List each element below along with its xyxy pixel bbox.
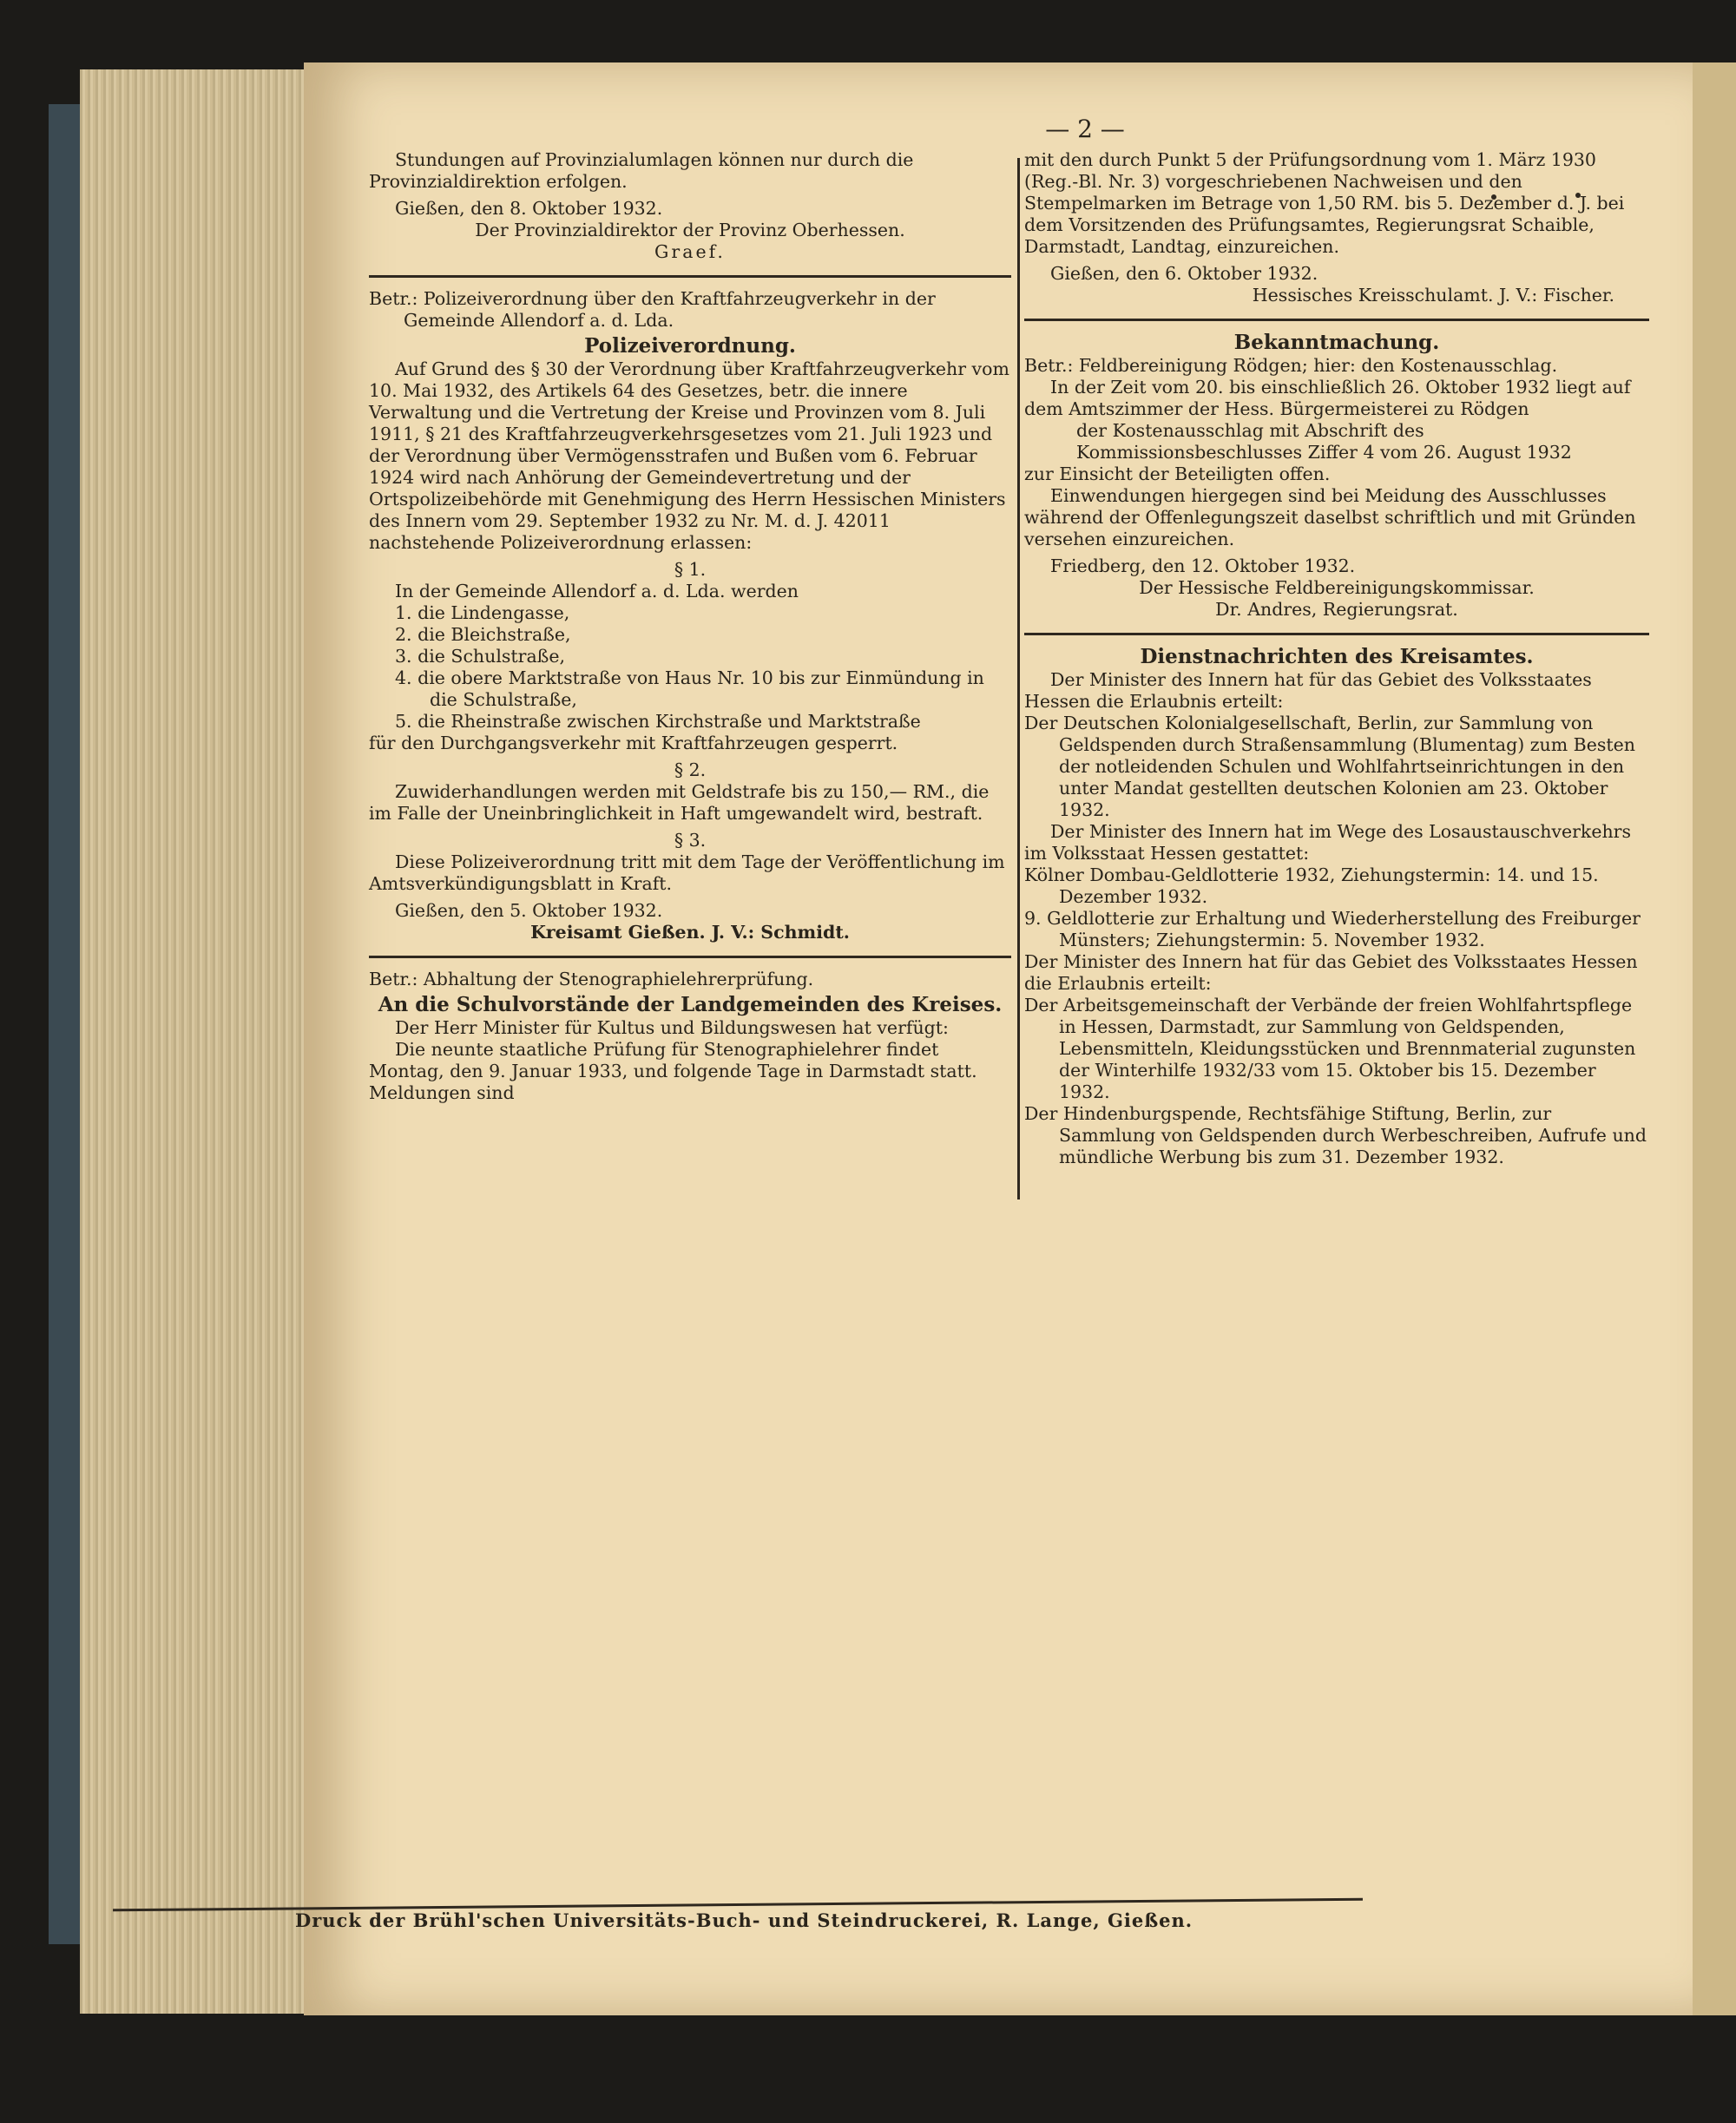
steno-date: Gießen, den 6. Oktober 1932. (1050, 263, 1318, 284)
dienst-item: 9. Geldlotterie zur Erhaltung und Wiederherstellung des Freiburger Münsters; Ziehungstermin: 5. November 1932. (1024, 908, 1641, 950)
steno-subject: Betr.: Abhaltung der Stenographielehrerprüfung. (369, 969, 814, 989)
ordinance-date: Gießen, den 5. Oktober 1932. (395, 900, 663, 921)
section-rule (369, 956, 1011, 958)
feld-line-4: Einwendungen hiergegen sind bei Meidung des Ausschlusses während der Offenlegungszeit daselbst schriftlich und mit Gründen versehen einzureichen. (1024, 485, 1636, 549)
left-column (369, 149, 1011, 1104)
dienst-intro-1: Der Minister des Innern hat für das Gebiet des Volksstaates Hessen die Erlaubnis erteilt: (1024, 669, 1592, 712)
steno-line-2: Die neunte staatliche Prüfung für Stenographielehrer findet Montag, den 9. Januar 1933, und folgende Tage in Darmstadt statt. Meldungen sind (369, 1039, 977, 1103)
ordinance-signer: Kreisamt Gießen. J. V.: Schmidt. (530, 922, 850, 943)
feld-line-2: der Kostenausschlag mit Abschrift des Kommissionsbeschlusses Ziffer 4 vom 26. August 1932 (1076, 420, 1572, 463)
page-stack-edge (80, 69, 306, 2014)
paragraph-3-text: Diese Polizeiverordnung tritt mit dem Tage der Veröffentlichung im Amtsverkündigungsblatt in Kraft. (369, 851, 1005, 894)
steno-title: An die Schulvorstände der Landgemeinden des Kreises. (378, 993, 1003, 1016)
street-item: 5. die Rheinstraße zwischen Kirchstraße und Marktstraße (395, 711, 921, 732)
steno-signer: Hessisches Kreisschulamt. J. V.: Fischer. (1252, 285, 1614, 306)
paragraph-3-heading: § 3. (674, 830, 707, 851)
paragraph-1-intro: In der Gemeinde Allendorf a. d. Lda. werden (395, 581, 799, 601)
steno-continuation (1024, 149, 1649, 306)
next-page-edge (1693, 62, 1736, 2015)
page-number: — 2 — (1045, 115, 1125, 143)
dienst-item: Kölner Dombau-Geldlotterie 1932, Ziehungstermin: 14. und 15. Dezember 1932. (1024, 864, 1599, 907)
dienst-item: Der Arbeitsgemeinschaft der Verbände der freien Wohlfahrtspflege in Hessen, Darmstadt, zur Sammlung von Geldspenden, Lebensmitteln, Kleidungsstücken und Brennmaterial zugunsten der Winterhilfe 1932/33 vom 15. Oktober bis 15. Dezember 1932. (1024, 995, 1636, 1102)
feld-line-1: In der Zeit vom 20. bis einschließlich 26. Oktober 1932 liegt auf dem Amtszimmer der Hess. Bürgermeisterei zu Rödgen (1024, 377, 1631, 419)
street-item: 4. die obere Marktstraße von Haus Nr. 10 bis zur Einmündung in die Schulstraße, (395, 667, 984, 710)
ordinance-subject: Betr.: Polizeiverordnung über den Kraftfahrzeugverkehr in der Gemeinde Allendorf a. d. Lda. (369, 288, 936, 331)
notice-text: Stundungen auf Provinzialumlagen können nur durch die Provinzialdirektion erfolgen. (369, 149, 914, 192)
paragraph-2-text: Zuwiderhandlungen werden mit Geldstrafe bis zu 150,— RM., die im Falle der Uneinbringlichkeit in Haft umgewandelt wird, bestraft. (369, 781, 990, 824)
ordinance-intro: Auf Grund des § 30 der Verordnung über Kraftfahrzeugverkehr vom 10. Mai 1932, des Artikels 64 des Gesetzes, betr. die innere Verwaltung und die Vertretung der Kreise und Provinzen vom 8. Juli 1911, § 21 des Kraftfahrzeugverkehrsgesetzes vom 21. Juli 1923 und der Verordnung über Vermögensstrafen und Bußen vom 6. Februar 1924 wird nach Anhörung der Gemeindevertretung und der Ortspolizeibehörde mit Genehmigung des Herrn Hessischen Ministers des Innern vom 29. September 1932 zu Nr. M. d. J. 42011 nachstehende Polizeiverordnung erlassen: (369, 358, 1009, 553)
provinz-notice (369, 149, 1011, 263)
steno-line-1: Der Herr Minister für Kultus und Bildungswesen hat verfügt: (395, 1017, 949, 1038)
street-item: 1. die Lindengasse, (395, 602, 570, 623)
notice-signer-name: Graef. (654, 241, 726, 262)
right-column (1024, 149, 1649, 1168)
street-item: 2. die Bleichstraße, (395, 624, 571, 645)
section-rule (369, 275, 1011, 278)
bekanntmachung-title: Bekanntmachung. (1233, 331, 1440, 354)
steno-cont-text: mit den durch Punkt 5 der Prüfungsordnung vom 1. März 1930 (Reg.-Bl. Nr. 3) vorgeschriebenen Nachweisen und den Stempelmarken im Betrage von 1,50 RM. bis 5. Dezember d. J. bei dem Vorsitzenden des Prüfungsamtes, Regierungsrat Schaible, Darmstadt, Landtag, einzureichen. (1024, 149, 1625, 257)
dienst-item: Der Deutschen Kolonialgesellschaft, Berlin, zur Sammlung von Geldspenden durch Straßensammlung (Blumentag) zum Besten der notleidenden Schulen und Wohlfahrtseinrichtungen in den unter Mandat gestellten deutschen Kolonien am 23. Oktober 1932. (1024, 713, 1635, 820)
paragraph-1-heading: § 1. (674, 559, 707, 580)
notice-date: Gießen, den 8. Oktober 1932. (395, 198, 663, 219)
notice-signer-role: Der Provinzialdirektor der Provinz Oberhessen. (475, 220, 905, 240)
section-rule (1024, 319, 1649, 321)
dienst-item: Der Hindenburgspende, Rechtsfähige Stiftung, Berlin, zur Sammlung von Geldspenden durch Werbeschreiben, Aufrufe und mündliche Werbung bis zum 31. Dezember 1932. (1024, 1103, 1647, 1167)
street-item: 3. die Schulstraße, (395, 646, 566, 667)
feld-date: Friedberg, den 12. Oktober 1932. (1050, 555, 1356, 576)
printer-imprint: Druck der Brühl'schen Universitäts-Buch- und Steindruckerei, R. Lange, Gießen. (295, 1909, 1194, 1931)
feld-signer-name: Dr. Andres, Regierungsrat. (1215, 599, 1458, 620)
dienst-intro-2: Der Minister des Innern hat im Wege des Losaustauschverkehrs im Volksstaat Hessen gestattet: (1024, 821, 1632, 864)
police-ordinance (369, 288, 1011, 943)
paragraph-1-end: für den Durchgangsverkehr mit Kraftfahrzeugen gesperrt. (369, 733, 898, 753)
dienst-intro-3: Der Minister des Innern hat für das Gebiet des Volksstaates Hessen die Erlaubnis erteilt: (1024, 951, 1638, 994)
document-page (304, 62, 1693, 2015)
feld-subject: Betr.: Feldbereinigung Rödgen; hier: den Kostenausschlag. (1024, 355, 1558, 376)
dienstnachrichten (1024, 646, 1649, 1168)
column-divider (1017, 158, 1020, 1200)
paragraph-2-heading: § 2. (674, 759, 707, 780)
book-spine (49, 104, 83, 1944)
dienst-title: Dienstnachrichten des Kreisamtes. (1140, 645, 1534, 668)
feld-line-3: zur Einsicht der Beteiligten offen. (1024, 463, 1331, 484)
feldbereinigung-notice (1024, 332, 1649, 621)
section-rule (1024, 633, 1649, 635)
ordinance-title: Polizeiverordnung. (584, 334, 796, 358)
feld-signer-role: Der Hessische Feldbereinigungskommissar. (1139, 577, 1535, 598)
steno-exam-notice (369, 969, 1011, 1104)
